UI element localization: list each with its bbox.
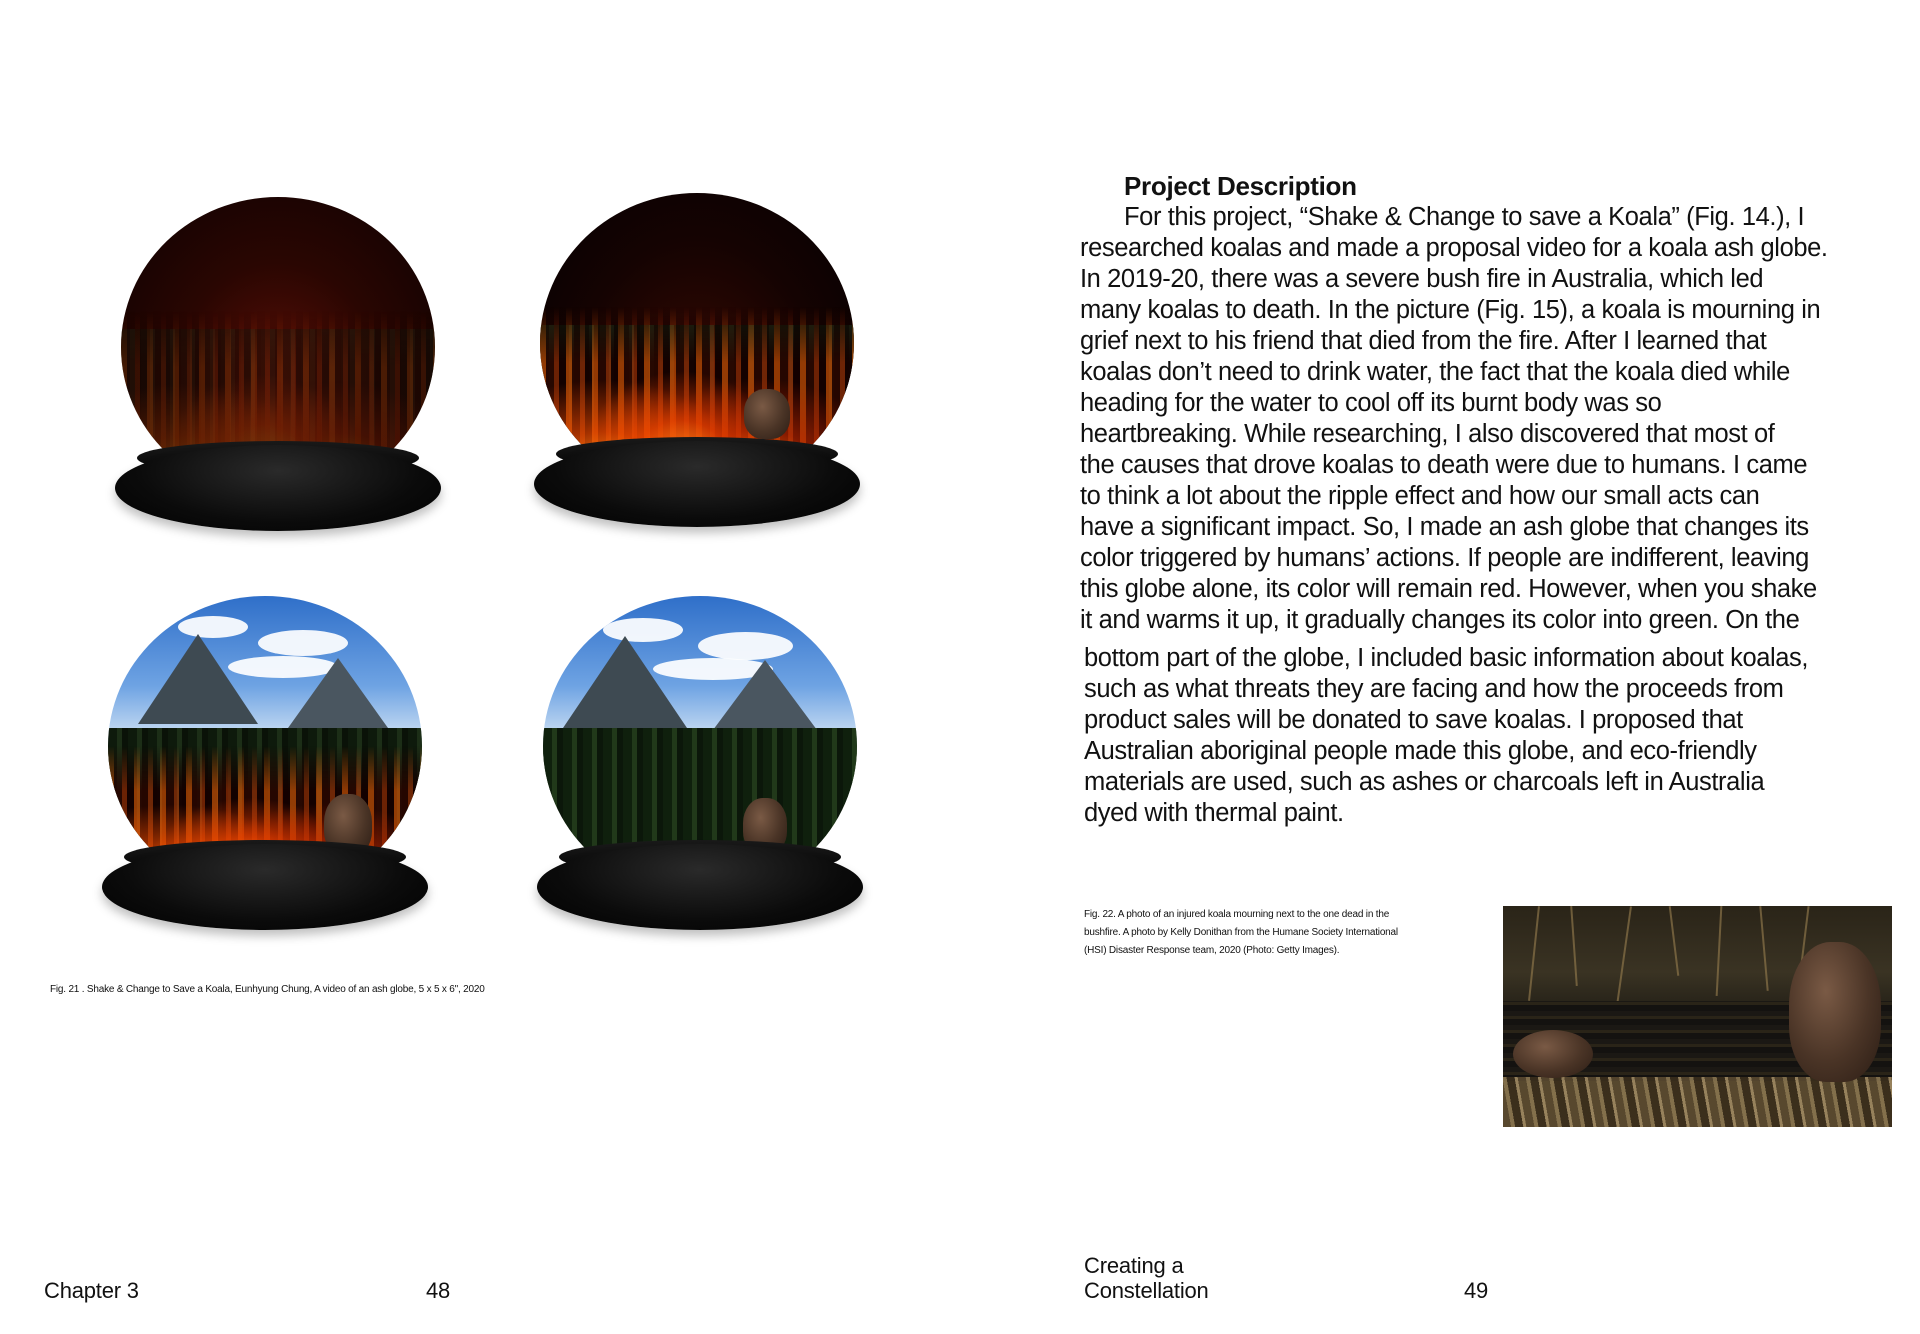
body-line: many koalas to death. In the picture (Fig. 15), a koala is mourning in — [1080, 296, 1821, 324]
caption-line: Fig. 22. A photo of an injured koala mourning next to the one dead in the — [1084, 909, 1390, 920]
koala-mourning — [1789, 942, 1881, 1082]
globe-base — [534, 441, 860, 527]
body-line: the causes that drove koalas to death were due to humans. I came — [1080, 451, 1808, 479]
description-text-part1 — [1080, 202, 1880, 636]
body-line: koalas don’t need to drink water, the fact that the koala died while — [1080, 358, 1790, 386]
body-line: to think a lot about the ripple effect and how our small acts can — [1080, 482, 1760, 510]
koala-figure — [744, 389, 790, 439]
caption-line: bushfire. A photo by Kelly Donithan from the Humane Society International — [1084, 927, 1398, 938]
body-line: such as what threats they are facing and how the proceeds from — [1084, 675, 1784, 703]
koala-mourning-photo — [1503, 906, 1892, 1127]
figure-22-caption — [1084, 906, 1484, 960]
page-number-right: 49 — [1464, 1278, 1489, 1303]
ash-globe-transitioning — [100, 596, 430, 956]
ash-globe-green — [535, 596, 865, 956]
caption-line: (HSI) Disaster Response team, 2020 (Photo: Getty Images). — [1084, 945, 1340, 956]
body-line: color triggered by humans’ actions. If people are indifferent, leaving — [1080, 544, 1809, 572]
koala-dead — [1513, 1030, 1593, 1078]
body-line: Australian aboriginal people made this globe, and eco-friendly — [1084, 737, 1757, 765]
body-line: heartbreaking. While researching, I also discovered that most of — [1080, 420, 1775, 448]
body-line: grief next to his friend that died from the fire. After I learned that — [1080, 327, 1767, 355]
book-title-line2: Constellation — [1084, 1278, 1209, 1303]
globe-base — [102, 844, 428, 930]
body-line: researched koalas and made a proposal video for a koala ash globe. — [1080, 234, 1828, 262]
chapter-label: Chapter 3 — [44, 1278, 139, 1303]
body-line: product sales will be donated to save koalas. I proposed that — [1084, 706, 1743, 734]
body-line: dyed with thermal paint. — [1084, 799, 1344, 827]
book-title-line1: Creating a — [1084, 1253, 1184, 1278]
figure-21-caption: Fig. 21 . Shake & Change to Save a Koala, Eunhyung Chung, A video of an ash globe, 5 x 5 x 6", 2020 — [50, 984, 485, 995]
body-line: have a significant impact. So, I made an ash globe that changes its — [1080, 513, 1809, 541]
ash-globe-burning — [532, 193, 862, 553]
globe-base — [115, 445, 441, 531]
body-line: it and warms it up, it gradually changes its color into green. On the — [1080, 606, 1800, 634]
body-line: heading for the water to cool off its burnt body was so — [1080, 389, 1662, 417]
body-line: this globe alone, its color will remain red. However, when you shake — [1080, 575, 1817, 603]
page-number-left: 48 — [426, 1278, 451, 1303]
body-line: In 2019-20, there was a severe bush fire in Australia, which led — [1080, 265, 1764, 293]
body-line: materials are used, such as ashes or charcoals left in Australia — [1084, 768, 1765, 796]
ash-globe-dark-red — [113, 197, 443, 557]
description-text-part2 — [1084, 643, 1884, 829]
body-line: For this project, “Shake & Change to save a Koala” (Fig. 14.), I — [1124, 203, 1805, 231]
globe-base — [537, 844, 863, 930]
body-line: bottom part of the globe, I included basic information about koalas, — [1084, 644, 1809, 672]
section-heading: Project Description — [1124, 171, 1357, 201]
